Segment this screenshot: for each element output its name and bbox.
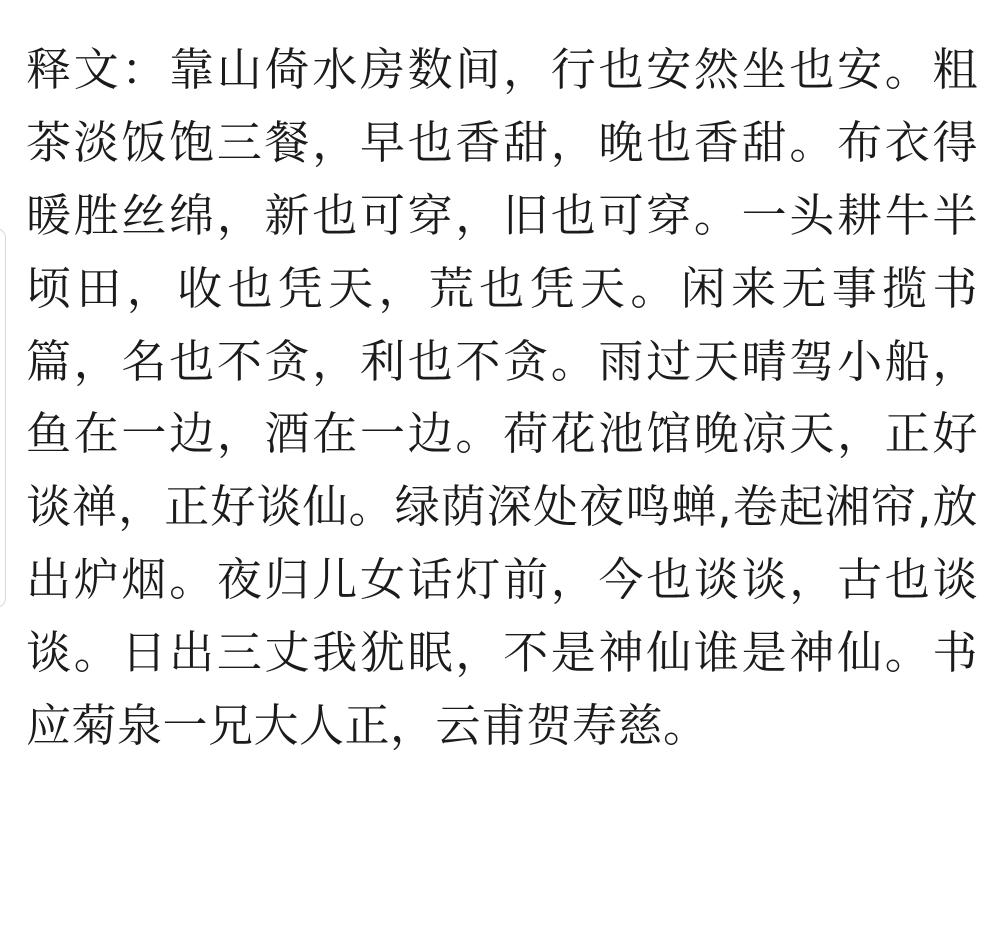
document-body-text: 释文：靠山倚水房数间，行也安然坐也安。粗茶淡饭饱三餐，早也香甜，晚也香甜。布衣得暖胜丝绵，新也可穿，旧也可穿。一头耕牛半顷田，收也凭天，荒也凭天。闲来无事揽书篇，名也不贪，利也不贪。雨过天晴驾小船，鱼在一边，酒在一边。荷花池馆晚凉天，正好谈禅，正好谈仙。绿荫深处夜鸣蝉,卷起湘帘,放出炉烟。夜归儿女话灯前，今也谈谈，古也谈谈。日出三丈我犹眠，不是神仙谁是神仙。书应菊泉一兄大人正，云甫贺寿慈。 [26, 43, 978, 753]
